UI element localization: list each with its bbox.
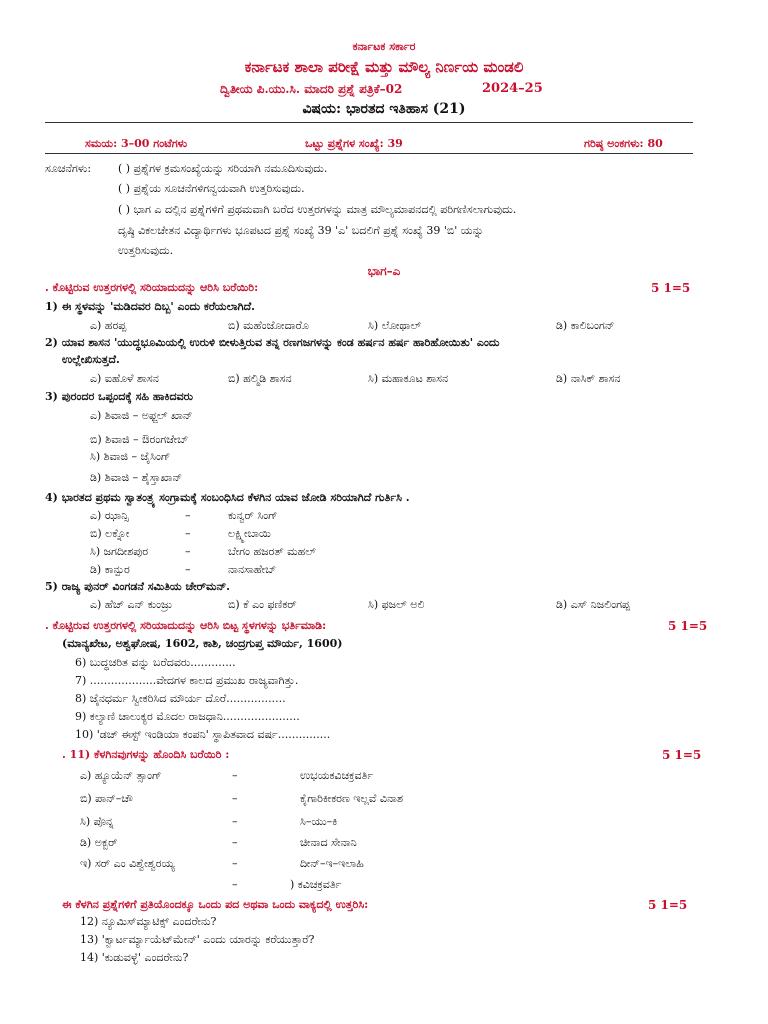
option: ಎ) ಐಹೊಳೆ ಶಾಸನ bbox=[90, 372, 159, 385]
match-left: ಬಿ) ಲಕ್ನೋ bbox=[90, 527, 130, 540]
instruction-item: ( ) ಭಾಗ ಎ ದಲ್ಲಿನ ಪ್ರಶ್ನೆಗಳಿಗೆ ಪ್ರಥಮವಾಗಿ ಬರೆದ ಉತ್ತರಗಳನ್ನು ಮಾತ್ರ ಮೌಲ್ಯಮಾಪನದಲ್ಲಿ ಪರಿಗಣಿಸಲಾಗುವುದು. bbox=[118, 203, 517, 216]
part1-heading: . ಕೊಟ್ಟಿರುವ ಉತ್ತರಗಳಲ್ಲಿ ಸರಿಯಾದುದನ್ನು ಆರಿಸಿ ಬರೆಯಿರಿ: bbox=[45, 281, 259, 294]
option: ಸಿ) ಫಜಲ್ ಅಲಿ bbox=[368, 598, 425, 611]
match-right: ) ಕವಿಚಕ್ರವರ್ತಿ bbox=[290, 878, 342, 891]
question-2-cont: ಉಲ್ಲೇಖಿಸುತ್ತದೆ. bbox=[62, 353, 120, 366]
match-dash: – bbox=[232, 857, 238, 870]
match-dash: – bbox=[185, 563, 191, 576]
match-left: ಸಿ) ಪೊನ್ನ bbox=[80, 815, 114, 828]
match-left: ಸಿ) ಜಗದೀಶಪುರ bbox=[90, 545, 149, 558]
time-info: ಸಮಯ: 3–00 ಗಂಟೆಗಳು bbox=[85, 137, 188, 150]
match-left: ಎ) ಝಾನ್ಸಿ bbox=[90, 509, 129, 522]
question-14: 14) 'ಕುಡುವಳ್ಳೆ' ಎಂದರೇನು? bbox=[80, 951, 189, 964]
max-marks: ಗರಿಷ್ಠ ಅಂಕಗಳು: 80 bbox=[584, 137, 663, 150]
paper-title: ದ್ವಿತೀಯ ಪಿ.ಯು.ಸಿ. ಮಾದರಿ ಪ್ರಶ್ನೆ ಪತ್ರಿಕೆ–02 bbox=[220, 82, 403, 96]
option: ಸಿ) ಲೋಥಾಲ್ bbox=[368, 319, 422, 332]
match-left: ಡಿ) ಅಕ್ಬರ್ bbox=[80, 836, 118, 849]
part3-heading: . 11) ಕೆಳಗಿನವುಗಳನ್ನು ಹೊಂದಿಸಿ ಬರೆಯಿರಿ : bbox=[62, 748, 230, 761]
match-dash: – bbox=[232, 769, 238, 782]
match-dash: – bbox=[232, 836, 238, 849]
question-7: 7) ...................ವೇದಗಳ ಕಾಲದ ಪ್ರಮುಖ ರಾಜ್ಯವಾಗಿತ್ತು. bbox=[75, 674, 299, 687]
question-5: 5) ರಾಜ್ಯ ಪುನರ್ ವಿಂಗಡನೆ ಸಮಿತಿಯ ಚೇರ್‌ಮನ್. bbox=[45, 580, 230, 593]
divider bbox=[45, 122, 693, 123]
question-9: 9) ಕಲ್ಯಾಣಿ ಚಾಲುಕ್ಯರ ಮೊದಲ ರಾಜಧಾನಿ...................... bbox=[75, 710, 300, 723]
option: ಡಿ) ನಾಸಿಕ್ ಶಾಸನ bbox=[556, 372, 621, 385]
section-a-title: ಭಾಗ–ಎ bbox=[367, 264, 401, 278]
match-right: ಉಭಯಕವಿಚಕ್ರವರ್ತಿ bbox=[300, 769, 374, 782]
option: ಡಿ) ಕಾಲಿಬಂಗನ್ bbox=[556, 319, 615, 332]
instruction-item: ( ) ಪ್ರಶ್ನೆಗಳ ಕ್ರಮಸಂಖ್ಯೆಯನ್ನು ಸರಿಯಾಗಿ ನಮೂದಿಸುವುದು. bbox=[118, 162, 328, 175]
question-6: 6) ಬುದ್ಧಚರಿತ ವನ್ನು ಬರೆದವರು............. bbox=[75, 656, 236, 669]
subject-title: ವಿಷಯ: ಭಾರತದ ಇತಿಹಾಸ (21) bbox=[302, 101, 466, 117]
option: ಎ) ಹೆಚ್ ಎನ್ ಕುಂಜ್ರು bbox=[90, 598, 173, 611]
option: ಡಿ) ಎಸ್ ನಿಜಲಿಂಗಪ್ಪ bbox=[556, 598, 630, 611]
match-left: ಇ) ಸರ್ ಎಂ ವಿಶ್ವೇಶ್ವರಯ್ಯ bbox=[80, 857, 175, 870]
match-right: ನಾನಸಾಹೇಬ್ bbox=[228, 563, 277, 576]
match-right: ಬೇಗಂ ಹಜರತ್ ಮಹಲ್ bbox=[228, 545, 316, 558]
match-right: ಕುನ್ವರ್ ಸಿಂಗ್ bbox=[228, 509, 278, 522]
match-left: ಎ) ಹ್ಯೂಯೆನ್ ತ್ಸಾಂಗ್ bbox=[80, 769, 162, 782]
question-4: 4) ಭಾರತದ ಪ್ರಥಮ ಸ್ವಾತಂತ್ರ್ಯ ಸಂಗ್ರಾಮಕ್ಕೆ ಸಂಬಂಧಿಸಿದ ಕೆಳಗಿನ ಯಾವ ಜೋಡಿ ಸರಿಯಾಗಿದೆ ಗುರ್ತಿಸಿ . bbox=[45, 491, 410, 504]
part4-heading: ಈ ಕೆಳಗಿನ ಪ್ರಶ್ನೆಗಳಿಗೆ ಪ್ರತಿಯೊಂದಕ್ಕೂ ಒಂದು ಪದ ಅಥವಾ ಒಂದು ವಾಕ್ಯದಲ್ಲಿ ಉತ್ತರಿಸಿ: bbox=[62, 898, 369, 911]
match-dash: – bbox=[232, 815, 238, 828]
option: ಬಿ) ಮಹೆಂಜೋದಾರೊ bbox=[228, 319, 309, 332]
option: ಎ) ಶಿವಾಜಿ – ಅಫ್ಜಲ್ ಖಾನ್ bbox=[90, 409, 193, 422]
instructions-label: ಸೂಚನೆಗಳು: bbox=[45, 162, 92, 175]
option: ಬಿ) ಹಲ್ಮಿಡಿ ಶಾಸನ bbox=[228, 372, 292, 385]
board-title: ಕರ್ನಾಟಕ ಶಾಲಾ ಪರೀಕ್ಷೆ ಮತ್ತು ಮೌಲ್ಯ ನಿರ್ಣಯ ಮಂಡಲಿ bbox=[244, 58, 524, 76]
question-1: 1) ಈ ಸ್ಥಳವನ್ನು 'ಮಡಿದವರ ದಿಬ್ಬ' ಎಂದು ಕರೆಯಲಾಗಿದೆ. bbox=[45, 300, 255, 313]
question-3: 3) ಪುರಂದರ ಒಪ್ಪಂದಕ್ಕೆ ಸಹಿ ಹಾಕಿದವರು bbox=[45, 390, 193, 403]
option: ಬಿ) ಶಿವಾಜಿ – ಔರಂಗಜೇಬ್ bbox=[90, 433, 189, 446]
match-right: ಕೈಗಾರಿಕೀಕರಣ ಇಲ್ಲವೆ ವಿನಾಶ bbox=[300, 792, 403, 805]
part2-heading: . ಕೊಟ್ಟಿರುವ ಉತ್ತರಗಳಲ್ಲಿ ಸರಿಯಾದುದನ್ನು ಆರಿಸಿ ಬಿಟ್ಟ ಸ್ಥಳಗಳನ್ನು ಭರ್ತಿಮಾಡಿ: bbox=[45, 619, 327, 632]
option: ಡಿ) ಶಿವಾಜಿ – ಶೈಸ್ತಾಖಾನ್ bbox=[90, 471, 183, 484]
match-dash: – bbox=[185, 545, 191, 558]
match-dash: – bbox=[185, 509, 191, 522]
match-dash: – bbox=[232, 792, 238, 805]
instruction-item: ಉತ್ತರಿಸುವುದು. bbox=[118, 244, 174, 257]
match-right: ಲಕ್ಷ್ಮೀಬಾಯಿ bbox=[228, 527, 271, 540]
divider bbox=[45, 153, 693, 154]
total-questions: ಒಟ್ಟು ಪ್ರಶ್ನೆಗಳ ಸಂಖ್ಯೆ: 39 bbox=[305, 137, 403, 150]
match-right: ಸಿ–ಯು–ಕಿ bbox=[300, 815, 338, 828]
instruction-item: ದೃಷ್ಠಿ ವಿಕಲಚೇತನ ವಿದ್ಯಾರ್ಥಿಗಳು ಭೂಪಟದ ಪ್ರಶ್ನೆ ಸಂಖ್ಯೆ 39 'ಎ' ಬದಲಿಗೆ ಪ್ರಶ್ನೆ ಸಂಖ್ಯೆ 39 'ಬಿ' ಯನ್ನು bbox=[118, 224, 484, 237]
instruction-item: ( ) ಪ್ರಶ್ನೆಯ ಸೂಚನೆಗಳಿಗನ್ವಯವಾಗಿ ಉತ್ತರಿಸುವುದು. bbox=[118, 182, 305, 195]
option: ಸಿ) ಶಿವಾಜಿ – ಜೈಸಿಂಗ್ bbox=[90, 450, 171, 463]
part2-marks: 5 1=5 bbox=[668, 619, 708, 633]
match-dash: – bbox=[232, 878, 238, 891]
option: ಎ) ಹರಪ್ಪ bbox=[90, 319, 127, 332]
question-12: 12) ನ್ಯೂಮಿಸ್‌ಮ್ಯಾಟಿಕ್ಸ್ ಎಂದರೇನು? bbox=[80, 915, 217, 928]
option: ಸಿ) ಮಹಾಕೂಟ ಶಾಸನ bbox=[368, 372, 449, 385]
match-right: ದೀನ್–ಇ–ಇಲಾಹಿ bbox=[300, 857, 364, 870]
part3-marks: 5 1=5 bbox=[662, 748, 702, 762]
govt-title: ಕರ್ನಾಟಕ ಸರ್ಕಾರ bbox=[352, 40, 416, 53]
part4-marks: 5 1=5 bbox=[648, 898, 688, 912]
match-left: ಡಿ) ಕಾನ್ಪುರ bbox=[90, 563, 130, 576]
match-left: ಬಿ) ಪಾನ್–ಚೌ bbox=[80, 792, 133, 805]
question-13: 13) 'ಕ್ವಾರ್ಟರ್ಮ್ಯಾಯೆಟ್‌ಮೇನ್' ಎಂದು ಯಾರನ್ನು ಕರೆಯುತ್ತಾರೆ? bbox=[80, 933, 315, 946]
question-10: 10) 'ಡಚ್ ಈಸ್ಟ್ ಇಂಡಿಯಾ ಕಂಪನಿ' ಸ್ಥಾಪಿತವಾದ ವರ್ಷ............... bbox=[75, 728, 331, 741]
match-right: ಚೀನಾದ ಸೇನಾನಿ bbox=[300, 836, 357, 849]
match-dash: – bbox=[185, 527, 191, 540]
option: ಬಿ) ಕೆ ಎಂ ಫಣಿಕರ್ bbox=[228, 598, 297, 611]
part1-marks: 5 1=5 bbox=[651, 281, 691, 295]
fill-options: (ಮಾನ್ಯಖೇಟ, ಅಶ್ವಘೋಷ, 1602, ಕಾಶಿ, ಚಂದ್ರಗುಪ್ತ ಮೌರ್ಯ, 1600) bbox=[62, 637, 343, 650]
question-2: 2) ಯಾವ ಶಾಸನ 'ಯುದ್ಧಭೂಮಿಯಲ್ಲಿ ಉರುಳಿ ಬೀಳುತ್ತಿರುವ ತನ್ನ ರಣಗಜಗಳನ್ನು ಕಂಡ ಹರ್ಷನ ಹರ್ಷ ಹಾರಿಹೋಯಿತು' ಎಂದು bbox=[45, 336, 500, 349]
academic-year: 2024–25 bbox=[482, 81, 543, 96]
question-8: 8) ಜೈನಧರ್ಮ ಸ್ವೀಕರಿಸಿದ ಮೌರ್ಯ ದೊರೆ................. bbox=[75, 692, 286, 705]
